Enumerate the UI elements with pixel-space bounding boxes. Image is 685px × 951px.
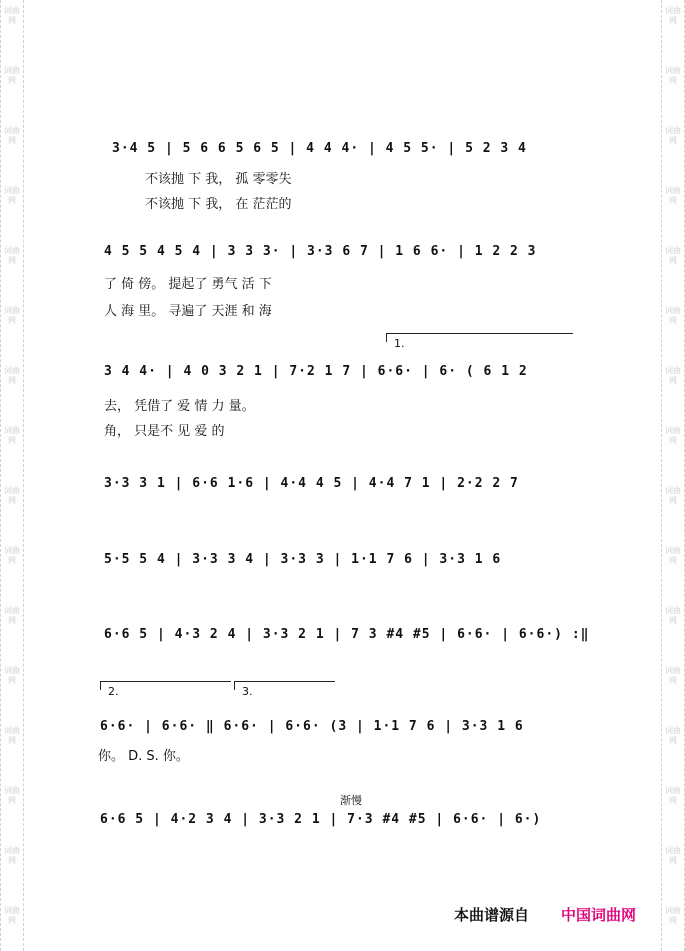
score-row-6-notes: 6·6 5 | 4·3 2 4 | 3·3 2 1 | 7 3 #4 #5 | 6·6· | 6·6·) :‖ (104, 627, 590, 642)
watermark-text: 词曲网 (4, 846, 20, 865)
watermark-text: 词曲网 (4, 126, 20, 145)
volta-2-label: 2. (108, 685, 119, 698)
site-name-link[interactable]: 中国词曲网 (561, 906, 637, 924)
watermark-text: 词曲网 (4, 726, 20, 745)
watermark-text: 词曲网 (4, 366, 20, 385)
watermark-text: 词曲网 (665, 126, 681, 145)
watermark-text: 词曲网 (4, 246, 20, 265)
score-row-2-lyrics-2: 人 海 里。 寻遍了 天涯 和 海 (104, 304, 272, 319)
watermark-text: 词曲网 (665, 546, 681, 565)
source-label: 本曲谱源自 (454, 906, 530, 924)
score-row-3-notes: 3 4 4· | 4 0 3 2 1 | 7·2 1 7 | 6·6· | 6· ( 6 1 2 (104, 364, 528, 379)
score-row-3-lyrics-1: 去， 凭借了 爱 情 力 量。 (104, 399, 255, 414)
score-row-1-notes: 3·4 5 | 5 6 6 5 6 5 | 4 4 4· | 4 5 5· | 5 2 3 4 (112, 141, 527, 156)
score-row-1-lyrics-2: 不该抛 下 我， 在 茫茫的 (145, 197, 292, 212)
watermark-text: 词曲网 (665, 786, 681, 805)
score-row-4-notes: 3·3 3 1 | 6·6 1·6 | 4·4 4 5 | 4·4 7 1 | 2·2 2 7 (104, 476, 519, 491)
score-row-2-lyrics-1: 了 倚 傍。 提起了 勇气 活 下 (104, 277, 272, 292)
watermark-text: 词曲网 (4, 546, 20, 565)
score-row-3-lyrics-2: 角， 只是不 见 爱 的 (104, 424, 225, 439)
tempo-mark: 渐慢 (340, 794, 362, 807)
watermark-text: 词曲网 (665, 186, 681, 205)
watermark-text: 词曲网 (4, 66, 20, 85)
score-row-1-lyrics-1: 不该抛 下 我， 孤 零零失 (145, 172, 292, 187)
volta-3-label: 3. (242, 685, 253, 698)
watermark-text: 词曲网 (4, 486, 20, 505)
score-row-7-lyrics: 你。 D. S. 你。 (98, 749, 189, 764)
volta-bracket-2 (100, 681, 231, 690)
watermark-text: 词曲网 (665, 426, 681, 445)
watermark-text: 词曲网 (4, 786, 20, 805)
watermark-text: 词曲网 (4, 6, 20, 25)
watermark-text: 词曲网 (665, 366, 681, 385)
watermark-text: 词曲网 (4, 186, 20, 205)
watermark-text: 词曲网 (665, 6, 681, 25)
volta-1-label: 1. (394, 337, 405, 350)
watermark-text: 词曲网 (4, 906, 20, 925)
watermark-text: 词曲网 (665, 846, 681, 865)
watermark-text: 词曲网 (665, 306, 681, 325)
watermark-text: 词曲网 (665, 66, 681, 85)
watermark-text: 词曲网 (4, 666, 20, 685)
watermark-text: 词曲网 (4, 426, 20, 445)
watermark-text: 词曲网 (665, 726, 681, 745)
watermark-text: 词曲网 (665, 666, 681, 685)
score-row-8-notes: 6·6 5 | 4·2 3 4 | 3·3 2 1 | 7·3 #4 #5 | 6·6· | 6·) (100, 812, 542, 827)
watermark-text: 词曲网 (665, 906, 681, 925)
watermark-text: 词曲网 (4, 306, 20, 325)
watermark-text: 词曲网 (665, 486, 681, 505)
score-row-5-notes: 5·5 5 4 | 3·3 3 4 | 3·3 3 | 1·1 7 6 | 3·3 1 6 (104, 552, 502, 567)
score-row-2-notes: 4 5 5 4 5 4 | 3 3 3· | 3·3 6 7 | 1 6 6· | 1 2 2 3 (104, 244, 537, 259)
watermark-text: 词曲网 (665, 246, 681, 265)
volta-bracket-1 (386, 333, 573, 342)
score-row-7-notes: 6·6· | 6·6· ‖ 6·6· | 6·6· (3 | 1·1 7 6 | 3·3 1 6 (100, 719, 524, 734)
watermark-text: 词曲网 (4, 606, 20, 625)
watermark-text: 词曲网 (665, 606, 681, 625)
